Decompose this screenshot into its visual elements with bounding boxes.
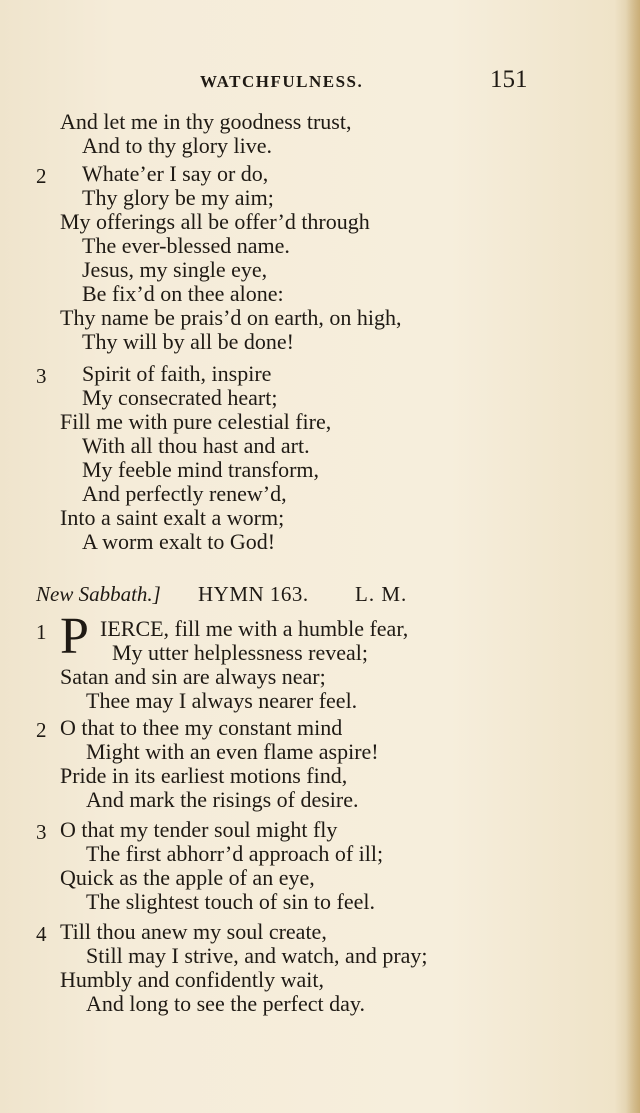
verse-line: Satan and sin are always near; (60, 664, 326, 689)
running-head: WATCHFULNESS. (200, 72, 364, 91)
verse-line: The first abhorr’d approach of ill; (86, 841, 384, 866)
verse-line: And let me in thy goodness trust, (60, 109, 352, 134)
stanza-number: 2 (36, 718, 47, 742)
verse-line: Be fix’d on thee alone: (82, 281, 284, 306)
page-number: 151 (490, 66, 528, 93)
verse-line: Spirit of faith, inspire (82, 361, 272, 386)
verse-line: My utter helplessness reveal; (112, 640, 368, 665)
verse-line: My consecrated heart; (82, 385, 278, 410)
verse-line: The slightest touch of sin to feel. (86, 889, 375, 914)
verse-line: Into a saint exalt a worm; (60, 505, 285, 530)
verse-line: O that to thee my constant mind (60, 715, 343, 740)
stanza-number: 2 (36, 164, 47, 188)
verse-line: Might with an even flame aspire! (86, 739, 379, 764)
stanza-number: 4 (36, 922, 47, 946)
verse-line: Fill me with pure celestial fire, (60, 409, 332, 434)
verse-line: O that my tender soul might fly (60, 817, 338, 842)
verse-line: Jesus, my single eye, (82, 257, 268, 282)
verse-line: And mark the risings of desire. (86, 787, 359, 812)
verse-line: Thy name be prais’d on earth, on high, (60, 305, 402, 330)
verse-line: Thy glory be my aim; (82, 185, 274, 210)
hymn-title: HYMN 163. (198, 582, 309, 606)
drop-cap: P (60, 608, 89, 665)
verse-line: And perfectly renew’d, (82, 481, 287, 506)
hymn-163-heading (0, 582, 640, 610)
stanza-number: 1 (36, 620, 47, 644)
verse-line: And to thy glory live. (82, 133, 273, 158)
verse-line: Still may I strive, and watch, and pray; (86, 943, 428, 968)
verse-line: The ever-blessed name. (82, 233, 290, 258)
verse-line: Whate’er I say or do, (82, 161, 269, 186)
verse-line: Pride in its earliest motions find, (60, 763, 348, 788)
page-header (0, 66, 640, 96)
tune-name: New Sabbath.] (36, 582, 161, 606)
verse-line: With all thou hast and art. (82, 433, 310, 458)
verse-line: My feeble mind transform, (82, 457, 320, 482)
verse-line: Thy will by all be done! (82, 329, 295, 354)
stanza-number: 3 (36, 820, 47, 844)
verse-line: My offerings all be offer’d through (60, 209, 370, 234)
verse-line: And long to see the perfect day. (86, 991, 365, 1016)
verse-line: IERCE, fill me with a humble fear, (100, 616, 409, 641)
page-edge (626, 0, 640, 1113)
verse-line: Thee may I always nearer feel. (86, 688, 358, 713)
hymn-meter: L. M. (355, 582, 408, 606)
verse-line: Till thou anew my soul create, (60, 919, 327, 944)
verse-line: Humbly and confidently wait, (60, 967, 324, 992)
verse-line: A worm exalt to God! (82, 529, 276, 554)
verse-line: Quick as the apple of an eye, (60, 865, 315, 890)
stanza-number: 3 (36, 364, 47, 388)
